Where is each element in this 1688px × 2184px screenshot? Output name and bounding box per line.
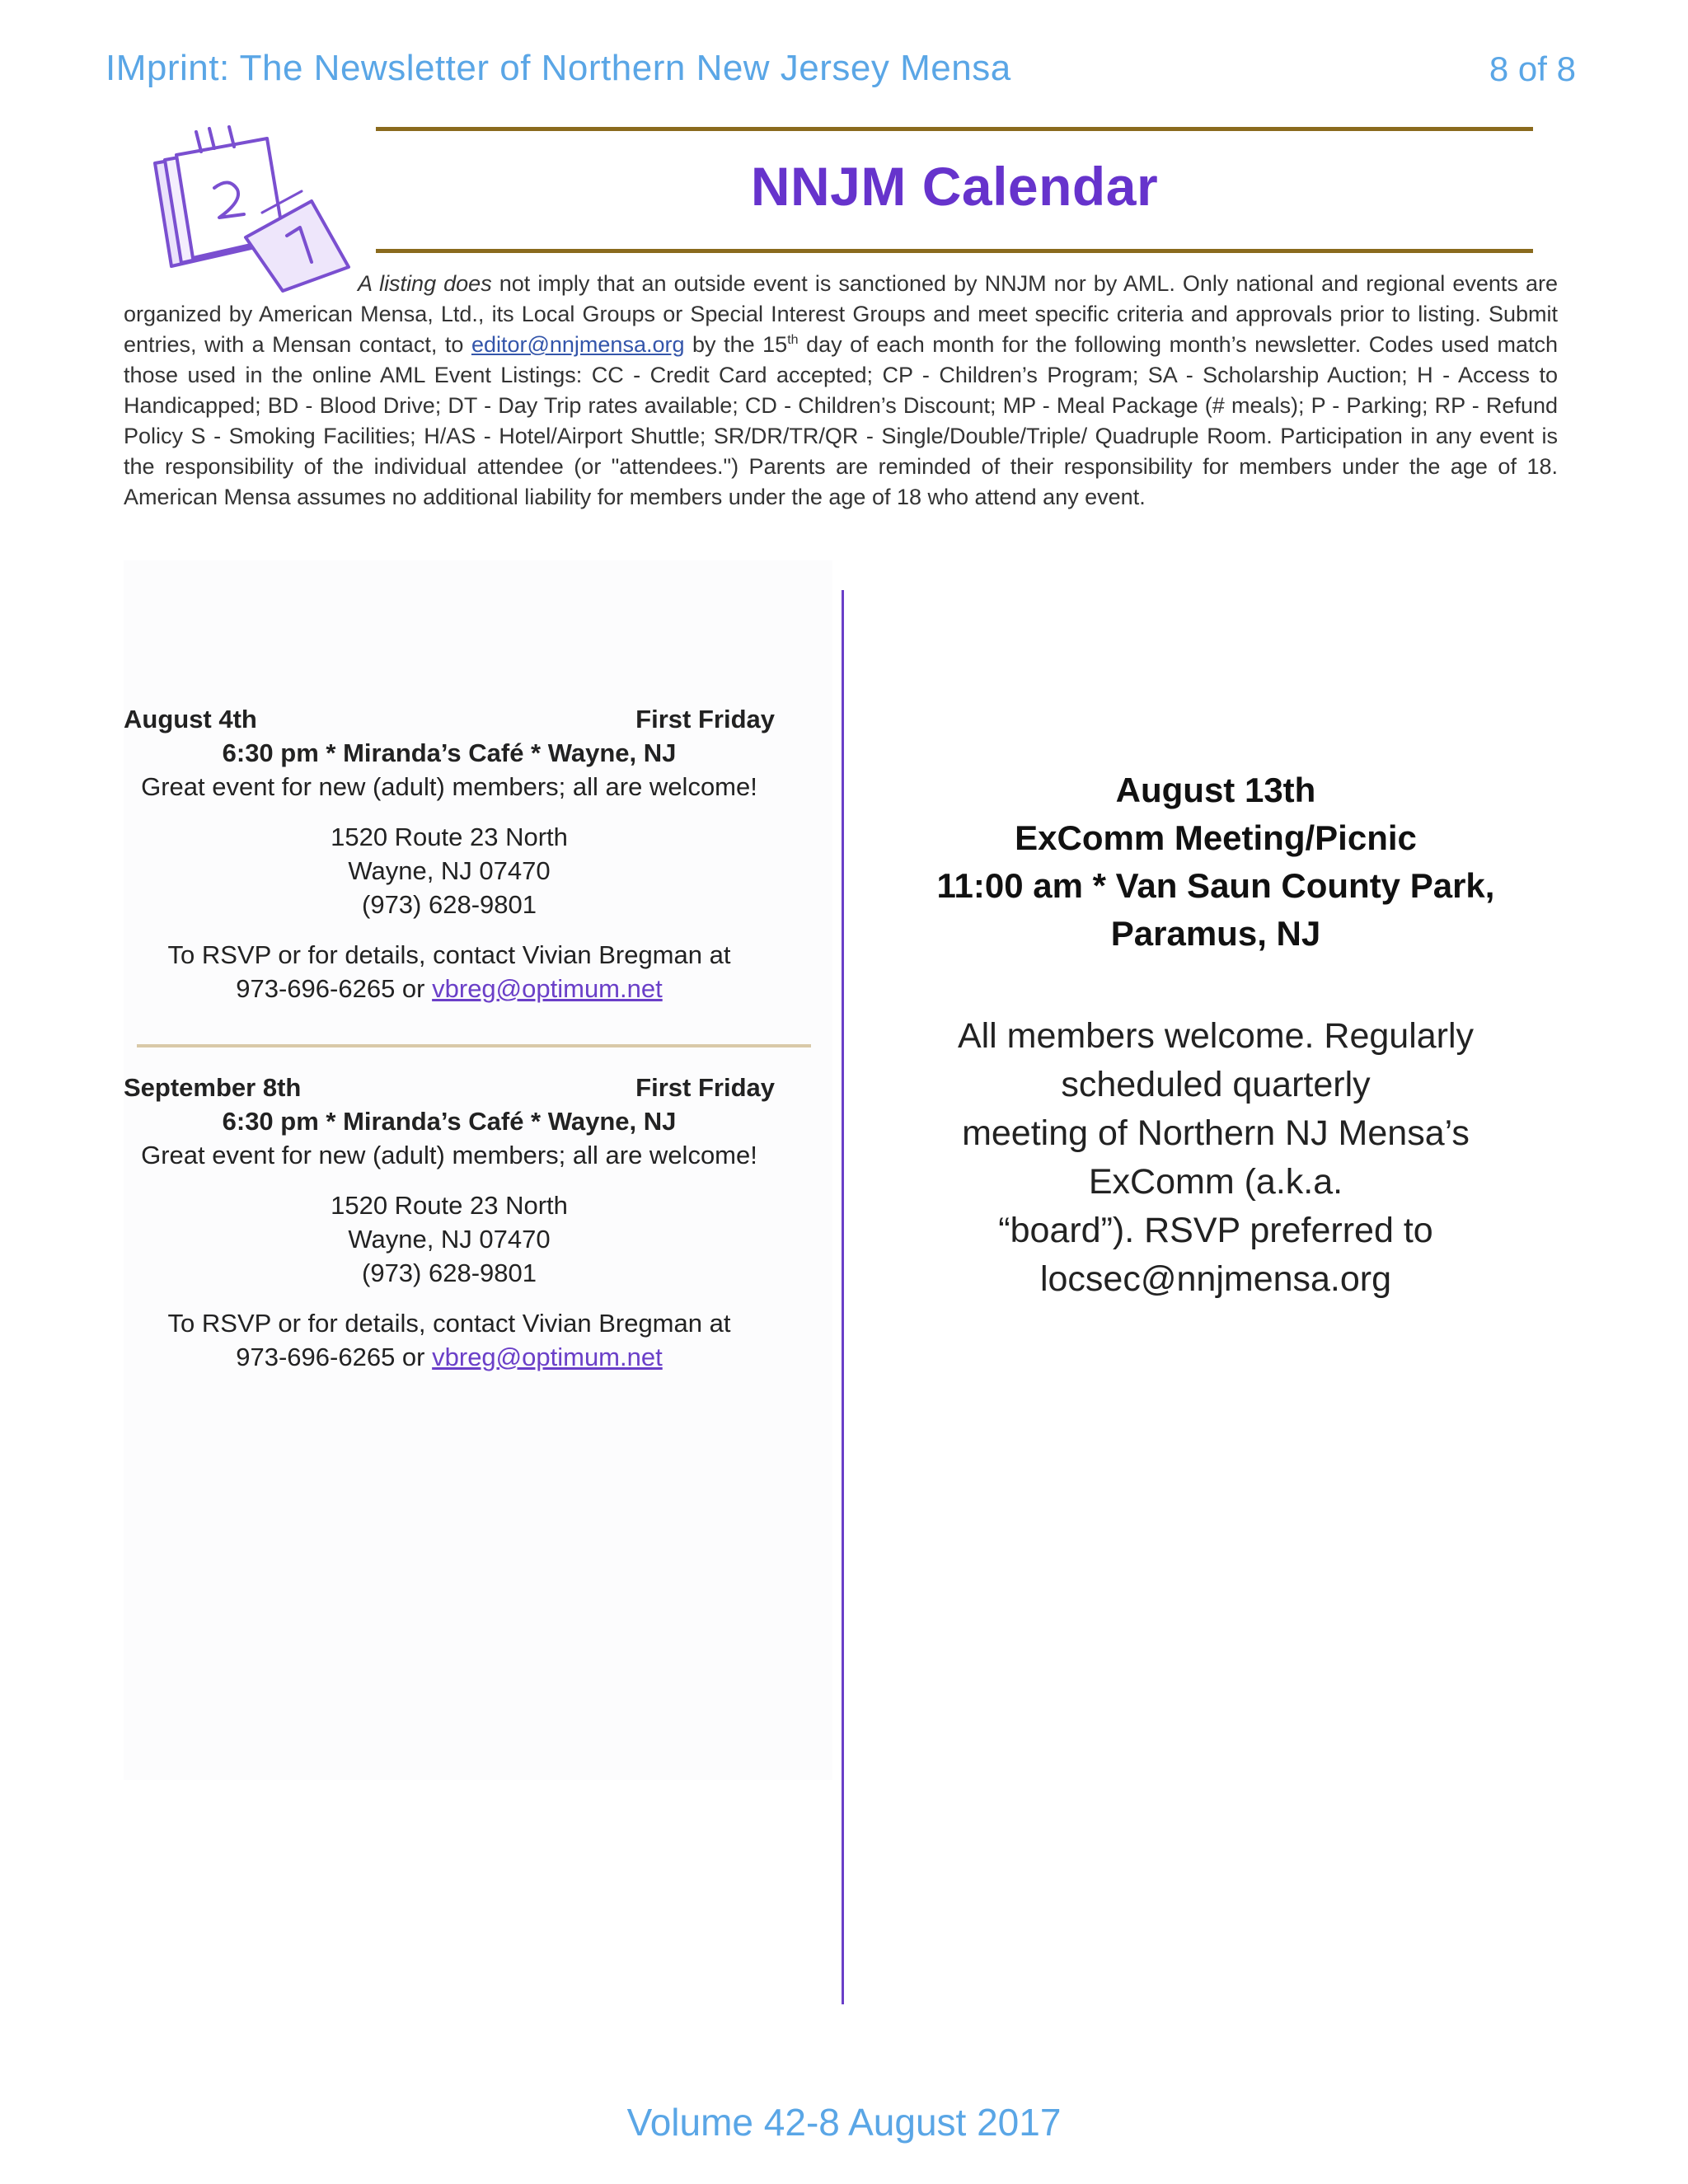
bottom-rule — [376, 249, 1533, 253]
footer-volume: Volume 42-8 August 2017 — [626, 2101, 1062, 2144]
excomm-body-line: “board”). RSVP preferred to — [998, 1211, 1433, 1250]
excomm-body-line: ExComm (a.k.a. — [1088, 1162, 1343, 1202]
event-rsvp-contact — [124, 972, 775, 1005]
event-rsvp-email-link[interactable]: vbreg@optimum.net — [432, 974, 663, 1003]
event-phone: (973) 628-9801 — [362, 1258, 537, 1287]
event-rsvp-contact — [124, 1340, 775, 1374]
event-phone: (973) 628-9801 — [362, 890, 537, 919]
page-number: 8 of 8 — [1489, 49, 1576, 88]
calendar-title: NNJM Calendar — [750, 156, 1159, 217]
event-header — [124, 1071, 775, 1104]
top-rule — [376, 127, 1533, 131]
event-address-2: Wayne, NJ 07470 — [348, 1225, 551, 1254]
event-type: First Friday — [635, 1073, 775, 1102]
disclaimer-text-2: by the 15 — [692, 332, 788, 357]
excomm-body-line: scheduled quarterly — [1061, 1065, 1371, 1104]
excomm-time-place: 11:00 am * Van Saun County Park, — [936, 866, 1495, 905]
excomm-body-line: meeting of Northern NJ Mensa’s — [962, 1113, 1470, 1153]
newsletter-title: IMprint: The Newsletter of Northern New Jersey Mensa — [106, 48, 1011, 88]
excomm-name: ExComm Meeting/Picnic — [1015, 818, 1417, 857]
event-card — [124, 702, 775, 1005]
event-description: Great event for new (adult) members; all are welcome! — [141, 772, 757, 801]
disclaimer-sup: th — [787, 333, 799, 347]
excomm-city: Paramus, NJ — [1110, 914, 1321, 953]
event-header — [124, 702, 775, 736]
event-address-2: Wayne, NJ 07470 — [348, 856, 551, 885]
event-rsvp-phone: 973-696-6265 or — [236, 1343, 425, 1371]
event-address-1: 1520 Route 23 North — [331, 1191, 568, 1220]
column-divider — [842, 590, 844, 2004]
event-when-where: 6:30 pm * Miranda’s Café * Wayne, NJ — [222, 1107, 677, 1136]
event-rsvp-email-link[interactable]: vbreg@optimum.net — [432, 1343, 663, 1371]
disclaimer-lead: A listing does — [358, 271, 492, 296]
excomm-event-body — [907, 1012, 1525, 1304]
excomm-body-line: All members welcome. Regularly — [957, 1016, 1475, 1056]
disclaimer-text-1: not imply that an outside event is sanctioned by NNJM nor by AML. Only national and regional events are organized by American Mensa, Ltd., its Local Groups or Special Interest Groups and meet specific criteria and approvals prior to listing. Submit entries, with a Mensan contact, to — [124, 271, 1558, 357]
event-card — [124, 1071, 775, 1374]
event-when-where: 6:30 pm * Miranda’s Café * Wayne, NJ — [222, 738, 677, 767]
event-rsvp-phone: 973-696-6265 or — [236, 974, 425, 1003]
event-address-1: 1520 Route 23 North — [331, 823, 568, 851]
disclaimer-text-3: day of each month for the following month’s newsletter. Codes used match those used in the online AML Event Listings: CC - Credit Card accepted; CP - Children’s Program; SA - Scholarship Auction; H - Access to Handicapped; BD - Blood Drive; DT - Day Trip rates available; CD - Children’s Discount; MP - Meal Package (# meals); P - Parking; RP - Refund Policy S - Smoking Facilities; H/AS - Hotel/Airport Shuttle; SR/DR/TR/QR - Single/Double/Triple/ Quadruple Room. Participation in any event is the responsibility of the individual attendee (or "attendees.") Parents are reminded of their responsibility for members under the age of 18. American Mensa assumes no additional liability for members under the age of 18 who attend any event. — [124, 332, 1558, 509]
event-rsvp: To RSVP or for details, contact Vivian Bregman at — [167, 940, 731, 969]
excomm-event-heading — [907, 766, 1525, 958]
editor-email-link[interactable]: editor@nnjmensa.org — [471, 332, 685, 357]
excomm-email[interactable]: locsec@nnjmensa.org — [1039, 1259, 1392, 1299]
event-date: August 4th — [124, 705, 257, 733]
excomm-date: August 13th — [1115, 771, 1316, 809]
event-rsvp: To RSVP or for details, contact Vivian Bregman at — [167, 1309, 731, 1338]
event-date: September 8th — [124, 1073, 302, 1102]
event-separator — [137, 1044, 811, 1047]
event-type: First Friday — [635, 705, 775, 733]
disclaimer-paragraph — [124, 269, 1558, 513]
event-description: Great event for new (adult) members; all are welcome! — [141, 1141, 757, 1169]
